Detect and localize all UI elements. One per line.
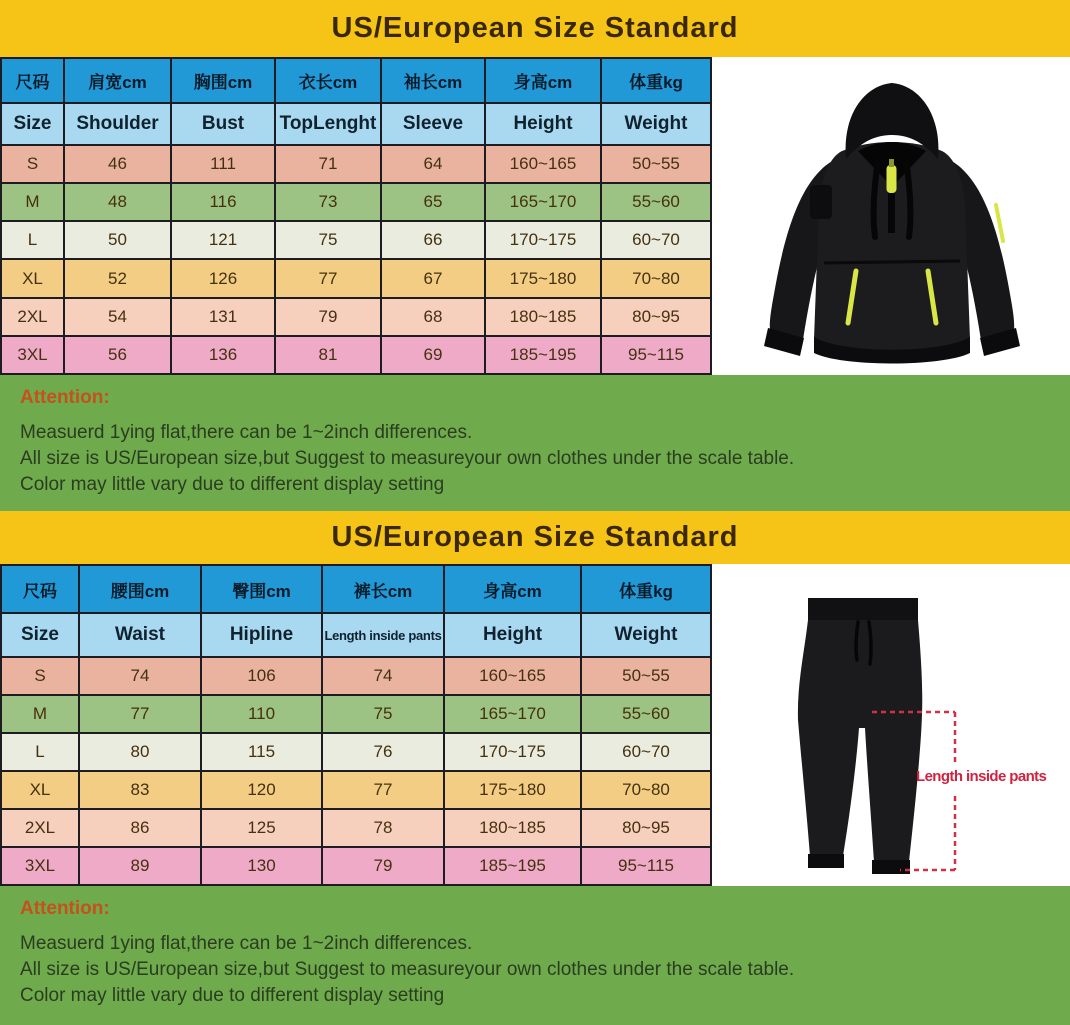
measurement-cell: 125 — [201, 809, 322, 847]
measurement-cell: 185~195 — [444, 847, 581, 885]
pants-image — [712, 564, 1070, 886]
measurement-cell: 80~95 — [601, 298, 711, 336]
pants-length-annotation: Length inside pants — [916, 768, 1047, 785]
header-cell: Weight — [581, 613, 711, 657]
header-cell: Shoulder — [64, 103, 171, 145]
measurement-cell: 83 — [79, 771, 201, 809]
header-cell: 袖长cm — [381, 58, 485, 103]
attention-label: Attention: — [20, 898, 110, 919]
header-cell: 胸围cm — [171, 58, 275, 103]
header-cell: 体重kg — [581, 565, 711, 613]
header-cell: Weight — [601, 103, 711, 145]
measurement-cell: 48 — [64, 183, 171, 221]
attention-line: All size is US/European size,but Suggest to measureyour own clothes under the scale table. — [20, 448, 795, 469]
size-cell: XL — [1, 259, 64, 297]
measurement-cell: 131 — [171, 298, 275, 336]
measurement-cell: 165~170 — [485, 183, 601, 221]
header-cell: Length inside pants — [322, 613, 444, 657]
header-cell: 尺码 — [1, 58, 64, 103]
measurement-cell: 66 — [381, 221, 485, 259]
size-row-s — [1, 145, 711, 183]
measurement-cell: 79 — [322, 847, 444, 885]
measurement-cell: 170~175 — [485, 221, 601, 259]
size-row-xl — [1, 259, 711, 297]
size-row-l — [1, 733, 711, 771]
measurement-cell: 175~180 — [444, 771, 581, 809]
hoodie-photo — [712, 57, 1070, 375]
measurement-cell: 50~55 — [581, 657, 711, 695]
measurement-cell: 71 — [275, 145, 381, 183]
size-cell: S — [1, 145, 64, 183]
measurement-cell: 75 — [322, 695, 444, 733]
measurement-cell: 79 — [275, 298, 381, 336]
size-row-s — [1, 657, 711, 695]
measurement-cell: 115 — [201, 733, 322, 771]
measurement-cell: 60~70 — [581, 733, 711, 771]
measurement-cell: 68 — [381, 298, 485, 336]
title-bar-bottom — [0, 511, 1070, 564]
size-table-top — [0, 57, 712, 375]
header-cell: 衣长cm — [275, 58, 381, 103]
measurement-cell: 80~95 — [581, 809, 711, 847]
size-cell: 2XL — [1, 809, 79, 847]
size-table-bottom — [0, 564, 712, 886]
measurement-cell: 55~60 — [601, 183, 711, 221]
measurement-cell: 46 — [64, 145, 171, 183]
measurement-cell: 95~115 — [581, 847, 711, 885]
measurement-cell: 121 — [171, 221, 275, 259]
measurement-cell: 95~115 — [601, 336, 711, 374]
table-header-row-en — [1, 613, 711, 657]
measurement-cell: 50 — [64, 221, 171, 259]
size-row-2xl — [1, 809, 711, 847]
header-cell: 腰围cm — [79, 565, 201, 613]
header-cell: 身高cm — [485, 58, 601, 103]
measurement-cell: 73 — [275, 183, 381, 221]
header-cell: Hipline — [201, 613, 322, 657]
measurement-cell: 136 — [171, 336, 275, 374]
size-cell: 2XL — [1, 298, 64, 336]
measurement-cell: 77 — [275, 259, 381, 297]
measurement-cell: 81 — [275, 336, 381, 374]
table-header-row-cn — [1, 565, 711, 613]
measurement-cell: 60~70 — [601, 221, 711, 259]
measurement-cell: 56 — [64, 336, 171, 374]
header-cell: Size — [1, 103, 64, 145]
page-title-bottom: US/European Size Standard — [331, 521, 739, 553]
header-cell: 身高cm — [444, 565, 581, 613]
attention-section-bottom — [0, 886, 1070, 1025]
size-cell: L — [1, 221, 64, 259]
measurement-cell: 54 — [64, 298, 171, 336]
measurement-cell: 185~195 — [485, 336, 601, 374]
measurement-cell: 67 — [381, 259, 485, 297]
header-cell: 体重kg — [601, 58, 711, 103]
header-cell: Height — [485, 103, 601, 145]
size-cell: M — [1, 183, 64, 221]
measurement-cell: 50~55 — [601, 145, 711, 183]
size-row-3xl — [1, 847, 711, 885]
header-cell: TopLenght — [275, 103, 381, 145]
size-row-m — [1, 183, 711, 221]
measurement-cell: 74 — [322, 657, 444, 695]
measurement-cell: 180~185 — [444, 809, 581, 847]
attention-section-top — [0, 375, 1070, 511]
header-cell: 肩宽cm — [64, 58, 171, 103]
measurement-cell: 77 — [322, 771, 444, 809]
measurement-cell: 170~175 — [444, 733, 581, 771]
attention-line: All size is US/European size,but Suggest to measureyour own clothes under the scale table. — [20, 959, 795, 980]
table-header-row-cn — [1, 58, 711, 103]
measurement-cell: 126 — [171, 259, 275, 297]
attention-label: Attention: — [20, 387, 110, 408]
header-cell: Size — [1, 613, 79, 657]
size-cell: L — [1, 733, 79, 771]
measurement-cell: 70~80 — [581, 771, 711, 809]
attention-line: Measuerd 1ying flat,there can be 1~2inch differences. — [20, 422, 473, 443]
measurement-cell: 76 — [322, 733, 444, 771]
attention-line: Color may little vary due to different display setting — [20, 985, 445, 1006]
pants-photo — [712, 564, 1070, 886]
size-cell: M — [1, 695, 79, 733]
measurement-cell: 86 — [79, 809, 201, 847]
size-row-3xl — [1, 336, 711, 374]
top-section — [0, 57, 1070, 375]
size-cell: S — [1, 657, 79, 695]
table-header-row-en — [1, 103, 711, 145]
measurement-cell: 130 — [201, 847, 322, 885]
measurement-cell: 111 — [171, 145, 275, 183]
attention-line: Color may little vary due to different display setting — [20, 474, 445, 495]
size-cell: XL — [1, 771, 79, 809]
measurement-cell: 55~60 — [581, 695, 711, 733]
size-row-2xl — [1, 298, 711, 336]
measurement-cell: 180~185 — [485, 298, 601, 336]
attention-line: Measuerd 1ying flat,there can be 1~2inch differences. — [20, 933, 473, 954]
measurement-cell: 80 — [79, 733, 201, 771]
size-cell: 3XL — [1, 847, 79, 885]
measurement-cell: 160~165 — [485, 145, 601, 183]
measurement-cell: 160~165 — [444, 657, 581, 695]
measurement-cell: 110 — [201, 695, 322, 733]
hoodie-image — [712, 57, 1070, 375]
size-row-m — [1, 695, 711, 733]
measurement-cell: 116 — [171, 183, 275, 221]
header-cell: 尺码 — [1, 565, 79, 613]
measurement-cell: 65 — [381, 183, 485, 221]
measurement-cell: 120 — [201, 771, 322, 809]
measurement-cell: 78 — [322, 809, 444, 847]
measurement-cell: 69 — [381, 336, 485, 374]
header-cell: Waist — [79, 613, 201, 657]
header-cell: Bust — [171, 103, 275, 145]
measurement-cell: 89 — [79, 847, 201, 885]
measurement-cell: 74 — [79, 657, 201, 695]
measurement-cell: 70~80 — [601, 259, 711, 297]
measurement-cell: 64 — [381, 145, 485, 183]
page-title-top: US/European Size Standard — [331, 12, 739, 44]
measurement-cell: 175~180 — [485, 259, 601, 297]
title-bar-top — [0, 0, 1070, 57]
header-cell: Height — [444, 613, 581, 657]
bottom-section — [0, 564, 1070, 886]
header-cell: Sleeve — [381, 103, 485, 145]
measurement-cell: 75 — [275, 221, 381, 259]
size-row-l — [1, 221, 711, 259]
header-cell: 臀围cm — [201, 565, 322, 613]
header-cell: 裤长cm — [322, 565, 444, 613]
size-row-xl — [1, 771, 711, 809]
size-cell: 3XL — [1, 336, 64, 374]
measurement-cell: 106 — [201, 657, 322, 695]
measurement-cell: 77 — [79, 695, 201, 733]
measurement-cell: 52 — [64, 259, 171, 297]
measurement-cell: 165~170 — [444, 695, 581, 733]
